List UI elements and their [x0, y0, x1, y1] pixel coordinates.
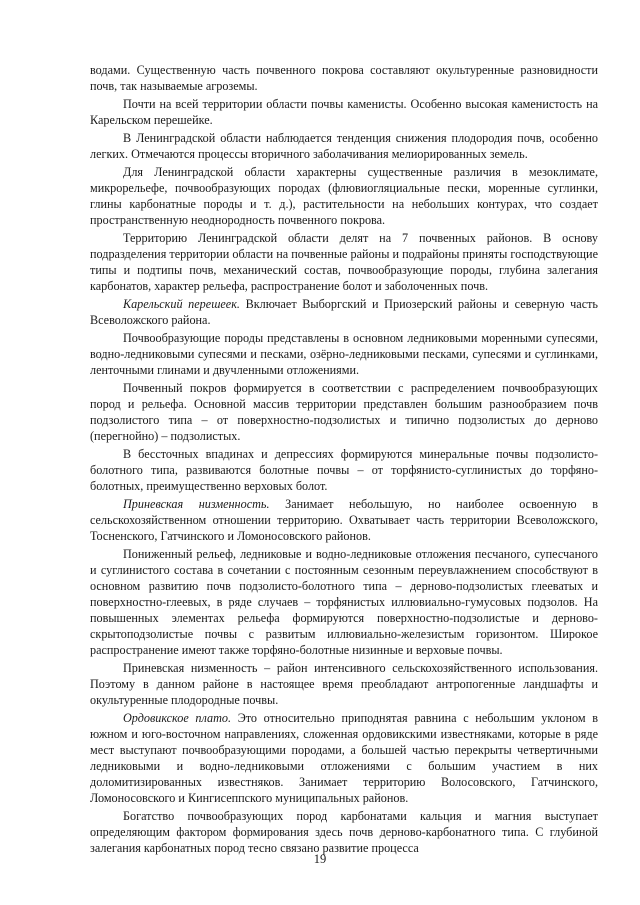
paragraph-text: Почвообразующие породы представлены в основном ледниковыми моренными супесями, водно-ледниковыми супесями и песками, озёрно-ледниковыми песками, супесями и суглинками, ленточными глинами и двучленными отложениями. [90, 331, 598, 377]
paragraph-text: В Ленинградской области наблюдается тенденция снижения плодородия почв, особенно легких. Отмечаются процессы вторичного заболачивания мелиорированных земель. [90, 131, 598, 161]
paragraph-text: Для Ленинградской области характерны существенные различия в мезоклимате, микрорельефе, почвообразующих породах (флювиогляциальные пески, моренные суглинки, глины карбонатные породы и т. д.), растительности на небольших контурах, что создает пространственную неоднородность почвенного покрова. [90, 165, 598, 227]
paragraph [90, 330, 598, 378]
paragraph-text: Почвенный покров формируется в соответствии с распределением почвообразующих пород и рельефа. Основной массив территории представлен большим разнообразием почв подзолистого типа – от поверхностно-подзолистых и типично подзолистых до дерново (перегнойно) – подзолистых. [90, 381, 598, 443]
paragraph-text: Территорию Ленинградской области делят на 7 почвенных районов. В основу подразделения территории области на почвенные районы и подрайоны приняты господствующие типы и подтипы почв, механический состав, почвообразующие породы, глубина залегания карбонатов, характер рельефа, распространение болот и заболоченных почв. [90, 231, 598, 293]
paragraph [90, 660, 598, 708]
paragraph-text: водами. Существенную часть почвенного покрова составляют окультуренные разновидности почв, так называемые агроземы. [90, 63, 598, 93]
section-heading: Ордовикское плато. [123, 711, 232, 725]
paragraph-text: Занимает небольшую, но наиболее освоенную в сельскохозяйственном отношении территорию. Охватывает часть территории Всеволожского, Тосненского, Гатчинского и Ломоносовского районов. [90, 497, 598, 543]
paragraph [90, 296, 598, 328]
paragraph [90, 496, 598, 544]
paragraph-text: В бессточных впадинах и депрессиях формируются минеральные почвы подзолисто-болотного типа, развиваются болотные почвы – от торфянисто-суглинистых до торфяно-болотных, преимущественно верховых болот. [90, 447, 598, 493]
paragraph-text: Почти на всей территории области почвы каменисты. Особенно высокая каменистость на Карельском перешейке. [90, 97, 598, 127]
paragraph-text: Богатство почвообразующих пород карбонатами кальция и магния выступает определяющим фактором формирования здесь почв дерново-карбонатного типа. С глубиной залегания карбонатных пород тесно связано развитие процесса [90, 809, 598, 855]
paragraph-text: Приневская низменность – район интенсивного сельскохозяйственного использования. Поэтому в данном районе в настоящее время преобладают антропогенные ландшафты и окультуренные плодородные почвы. [90, 661, 598, 707]
paragraph [90, 546, 598, 658]
paragraph [90, 230, 598, 294]
section-heading: Карельский перешеек. [123, 297, 240, 311]
paragraph-text: Пониженный рельеф, ледниковые и водно-ледниковые отложения песчаного, супесчаного и суглинистого состава в сочетании с постоянным сезонным переувлажнением способствуют в основном развитию почв подзолисто-болотного типа – дерново-подзолистых глееватых и поверхностно-глеевых, в ряде случаев – торфянистых иллювиально-гумусовых подзолов. На повышенных элементах рельефа формируются поверхностно-подзолистые и дерново-скрытоподзолистые почвы с развитым иллювиально-железистым горизонтом. Широкое распространение имеют также торфяно-болотные низинные и верховые почвы. [90, 547, 598, 657]
paragraph-text: Это относительно приподнятая равнина с небольшим уклоном в южном и юго-восточном направлениях, сложенная ордовикскими известняками, которые в ряде мест выступают почвообразующими породами, а большей частью перекрыты четвертичными ледниковыми и водно-ледниковыми отложениями с большим участием в них доломитизированных известняков. Занимает территорию Волосовского, Гатчинского, Ломоносовского и Кингисеппского муниципальных районов. [90, 711, 599, 805]
paragraph [90, 164, 598, 228]
paragraph [90, 446, 598, 494]
section-heading: Приневская низменность. [123, 497, 270, 511]
paragraph [90, 62, 598, 94]
body-text [90, 62, 598, 858]
paragraph [90, 808, 598, 856]
page-number: 19 [313, 852, 327, 866]
paragraph [90, 710, 598, 806]
paragraph-text: Включает Выборгский и Приозерский районы и северную часть Всеволожского района. [90, 297, 598, 327]
paragraph [90, 380, 598, 444]
paragraph [90, 96, 598, 128]
paragraph [90, 130, 598, 162]
